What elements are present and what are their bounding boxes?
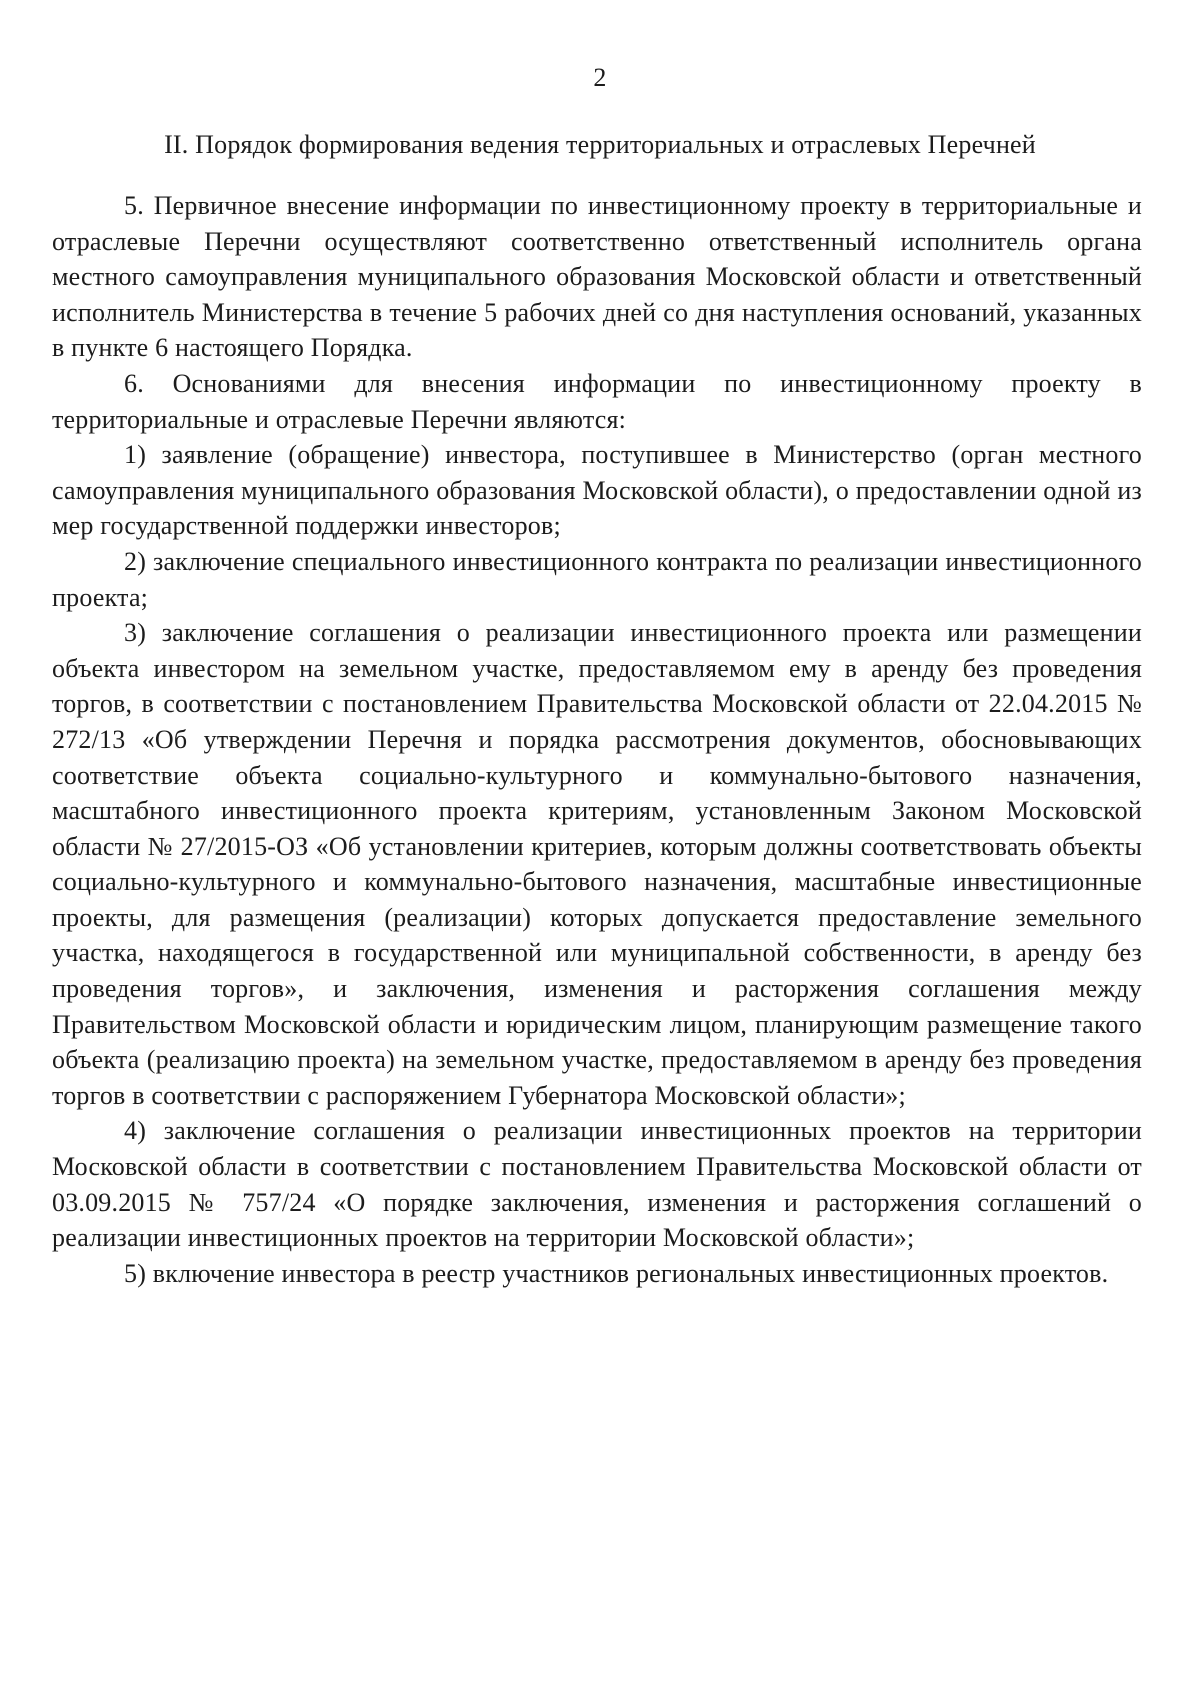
list-item-5: 5) включение инвестора в реестр участников региональных инвестиционных проектов.	[124, 1258, 1109, 1288]
section-heading: II. Порядок формирования ведения территориальных и отраслевых Перечней	[164, 130, 1036, 159]
paragraph-5: 5. Первичное внесение информации по инвестиционному проекту в территориальные и отраслевые Перечни осуществляют соответственно ответственный исполнитель органа местного самоуправления муниципального образования Московской области и ответственный исполнитель Министерства в течение 5 рабочих дней со дня наступления оснований, указанных в пункте 6 настоящего Порядка.	[52, 191, 1142, 363]
document-body	[52, 188, 1142, 1291]
list-item-4: 4) заключение соглашения о реализации инвестиционных проектов на территории Московской области в соответствии с постановлением Правительства Московской области от 03.09.2015 № 757/24 «О порядке заключения, изменения и расторжения соглашений о реализации инвестиционных проектов на территории Московской области»;	[52, 1116, 1142, 1253]
list-item-3: 3) заключение соглашения о реализации инвестиционного проекта или размещении объекта инвестором на земельном участке, предоставляемом ему в аренду без проведения торгов, в соответствии с постановлением Правительства Московской области от 22.04.2015 № 272/13 «Об утверждении Перечня и порядка рассмотрения документов, обосновывающих соответствие объекта социально-культурного и коммунально-бытового назначения, масштабного инвестиционного проекта критериям, установленным Законом Московской области № 27/2015-ОЗ «Об установлении критериев, которым должны соответствовать объекты социально-культурного и коммунально-бытового назначения, масштабные инвестиционные проекты, для размещения (реализации) которых допускается предоставление земельного участка, находящегося в государственной или муниципальной собственности, в аренду без проведения торгов», и заключения, изменения и расторжения соглашения между Правительством Московской области и юридическим лицом, планирующим размещение такого объекта (реализацию проекта) на земельном участке, предоставляемом в аренду без проведения торгов в соответствии с распоряжением Губернатора Московской области»;	[52, 618, 1142, 1110]
page-number: 2	[593, 63, 607, 92]
list-item-2: 2) заключение специального инвестиционного контракта по реализации инвестиционного проекта;	[52, 546, 1142, 612]
paragraph-6: 6. Основаниями для внесения информации по инвестиционному проекту в территориальные и отраслевые Перечни являются:	[52, 368, 1142, 434]
list-item-1: 1) заявление (обращение) инвестора, поступившее в Министерство (орган местного самоуправления муниципального образования Московской области), о предоставлении одной из мер государственной поддержки инвесторов;	[52, 440, 1142, 541]
